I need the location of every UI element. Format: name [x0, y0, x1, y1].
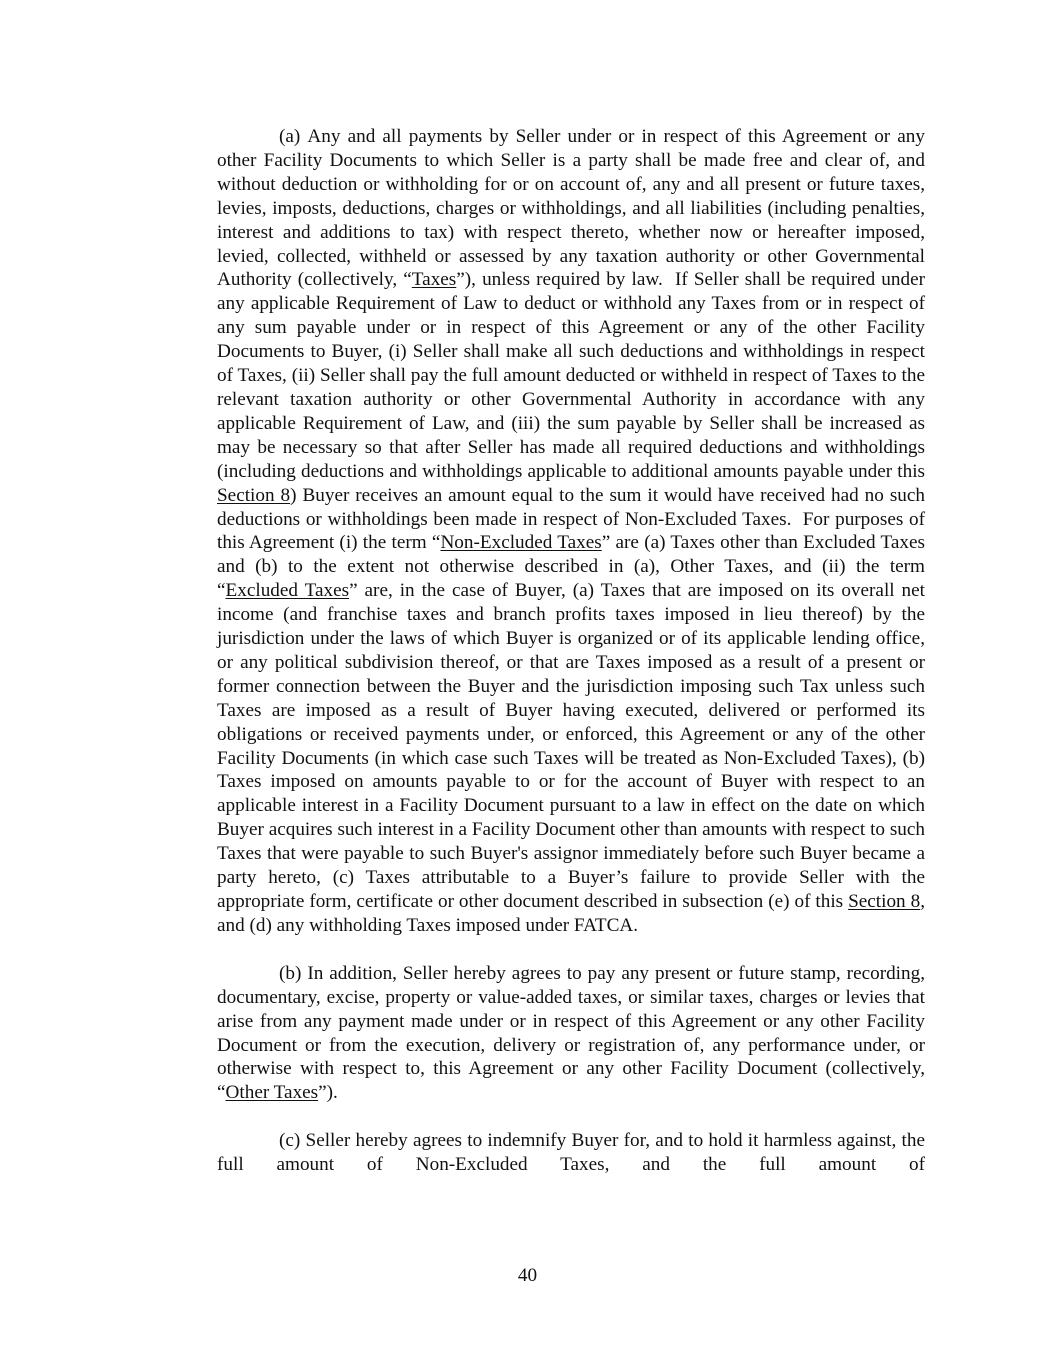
page-body [217, 125, 925, 1177]
paragraph-a-text: ” are, in the case of Buyer, (a) Taxes that are imposed on its overall net income (and franchise taxes and branch profits taxes imposed in lieu thereof) by the jurisdiction under the laws of which Buyer is organized or of its applicable lending office, or any political subdivision thereof, or that are Taxes imposed as a result of a present or former connection between the Buyer and the jurisdiction imposing such Tax unless such Taxes are imposed as a result of Buyer having executed, delivered or performed its obligations or received payments under, or enforced, this Agreement or any of the other Facility Documents (in which case such Taxes will be treated as Non-Excluded Taxes), (b) Taxes imposed on amounts payable to or for the account of Buyer with respect to an applicable interest in a Facility Document pursuant to a law in effect on the date on which Buyer acquires such interest in a Facility Document other than amounts with respect to such Taxes that were payable to such Buyer's assignor immediately before such Buyer became a party hereto, (c) Taxes attributable to a Buyer’s failure to provide Seller with the appropriate form, certificate or other document described in subsection (e) of this [217, 580, 926, 912]
page-number: 40 [517, 1265, 538, 1286]
paragraph-c-text: (c) Seller hereby agrees to indemnify Buyer for, and to hold it harmless against, the full amount of Non-Excluded Taxes, and the full amount of [217, 1130, 925, 1176]
paragraph-a-text: , and (d) any withholding Taxes imposed under FATCA. [217, 891, 925, 936]
defined-term-non-excluded-taxes: Non-Excluded Taxes [440, 532, 602, 554]
paragraph-c [217, 1129, 925, 1177]
defined-term-excluded-taxes: Excluded Taxes [225, 580, 350, 602]
paragraph-a-text: ) Buyer receives an amount equal to the sum it would have received had no such deductions or withholdings been made in respect of Non-Excluded Taxes. For purposes of this Agreement (i) the term “ [217, 484, 925, 554]
paragraph-a-text: ” are (a) Taxes other than Excluded Taxes and (b) to the extent not otherwise described in (a), Other Taxes, and (ii) the term “ [217, 532, 925, 602]
paragraph-a-text: (a) Any and all payments by Seller under or in respect of this Agreement or any other Facility Documents to which Seller is a party shall be made free and clear of, and without deduction or withholding for or on account of, any and all present or future taxes, levies, imposts, deductions, charges or withholdings, and all liabilities (including penalties, interest and additions to tax) with respect thereto, whether now or hereafter imposed, levied, collected, withheld or assessed by any taxation authority or other Governmental Authority (collectively, “ [217, 126, 925, 291]
section-8-reference: Section 8 [848, 891, 921, 912]
paragraph-a [217, 125, 925, 938]
section-8-reference: Section 8 [217, 484, 291, 506]
paragraph-b-text: ”). [318, 1082, 338, 1104]
defined-term-other-taxes: Other Taxes [225, 1082, 319, 1104]
paragraph-b [217, 962, 925, 1105]
paragraph-a-text: ”), unless required by law. If Seller shall be required under any applicable Requirement of Law to deduct or withhold any Taxes from or in respect of any sum payable under or in respect of this Agreement or any of the other Facility Documents to Buyer, (i) Seller shall make all such deductions and withholdings in respect of Taxes, (ii) Seller shall pay the full amount deducted or withheld in respect of Taxes to the relevant taxation authority or other Governmental Authority in accordance with any applicable Requirement of Law, and (iii) the sum payable by Seller shall be increased as may be necessary so that after Seller has made all required deductions and withholdings (including deductions and withholdings applicable to additional amounts payable under this [217, 269, 925, 482]
defined-term-taxes: Taxes [411, 269, 457, 291]
paragraph-b-text: (b) In addition, Seller hereby agrees to pay any present or future stamp, recording, documentary, excise, property or value-added taxes, or similar taxes, charges or levies that arise from any payment made under or in respect of this Agreement or any other Facility Document or from the execution, delivery or registration of, any performance under, or otherwise with respect to, this Agreement or any other Facility Document (collectively, “ [217, 962, 925, 1104]
